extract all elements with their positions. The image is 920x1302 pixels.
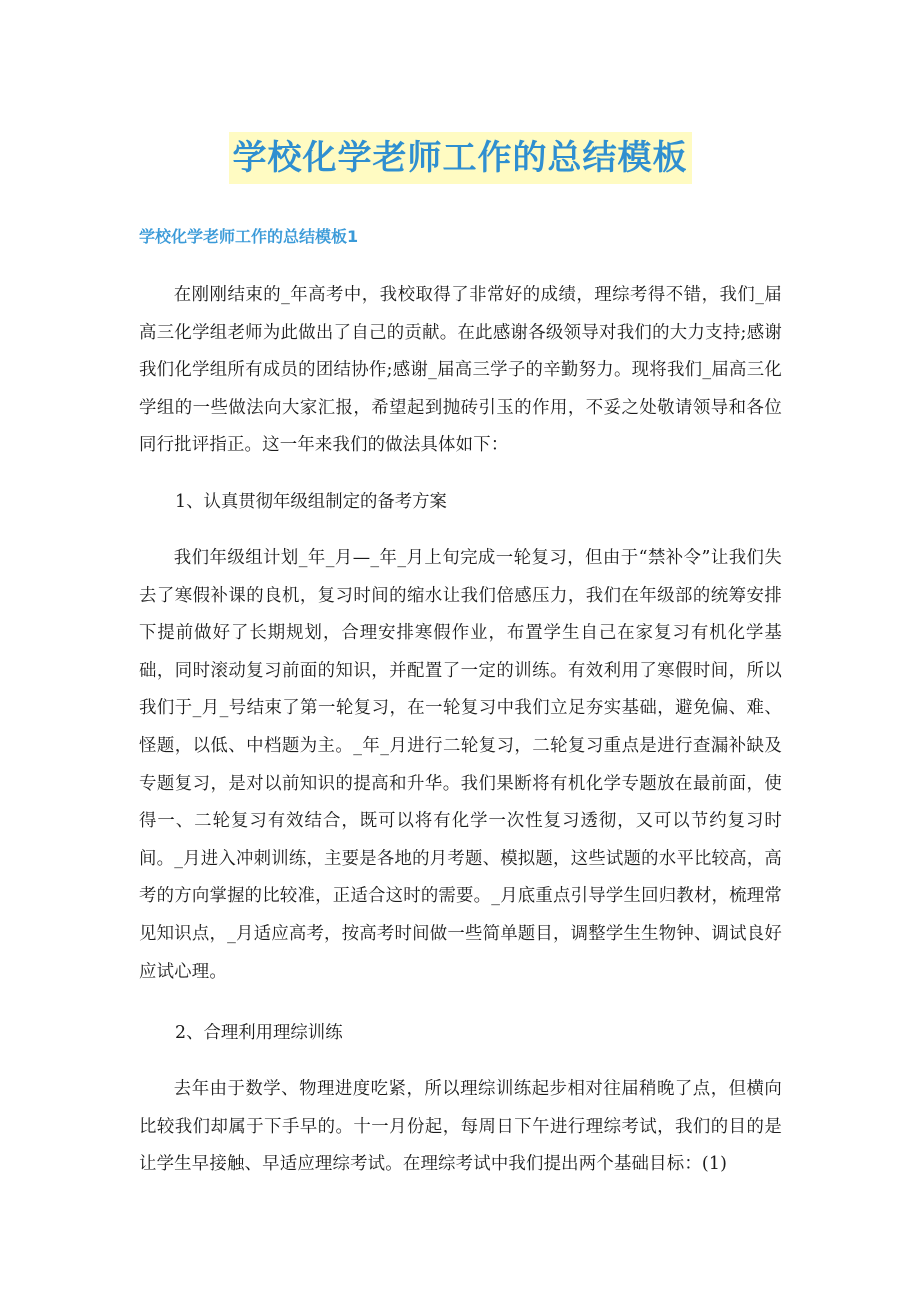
section-subtitle: 学校化学老师工作的总结模板1	[139, 227, 359, 246]
title-container	[0, 132, 920, 184]
document-title: 学校化学老师工作的总结模板	[229, 132, 692, 184]
paragraph-training: 去年由于数学、物理进度吃紧，所以理综训练起步相对往届稍晚了点，但横向比较我们却属于下手早的。十一月份起，每周日下午进行理综考试，我们的目的是让学生早接触、早适应理综考试。在理综考试中我们提出两个基础目标：(1)	[139, 1079, 782, 1175]
heading-item-1: 1、认真贯彻年级组制定的备考方案	[175, 492, 447, 512]
paragraph-plan: 我们年级组计划_年_月—_年_月上旬完成一轮复习，但由于“禁补令”让我们失去了寒假补课的良机，复习时间的缩水让我们倍感压力，我们在年级部的统筹安排下提前做好了长期规划，合理安排寒假作业，布置学生自己在家复习有机化学基础，同时滚动复习前面的知识，并配置了一定的训练。有效利用了寒假时间，所以我们于_月_号结束了第一轮复习，在一轮复习中我们立足夯实基础，避免偏、难、怪题，以低、中档题为主。_年_月进行二轮复习，二轮复习重点是进行查漏补缺及专题复习，是对以前知识的提高和升华。我们果断将有机化学专题放在最前面，使得一、二轮复习有效结合，既可以将有化学一次性复习透彻，又可以节约复习时间。_月进入冲刺训练，主要是各地的月考题、模拟题，这些试题的水平比较高，高考的方向掌握的比较准，正适合这时的需要。_月底重点引导学生回归教材，梳理常见知识点，_月适应高考，按高考时间做一些简单题目，调整学生生物钟、调试良好应试心理。	[139, 548, 782, 982]
paragraph-intro: 在刚刚结束的_年高考中，我校取得了非常好的成绩，理综考得不错，我们_届高三化学组老师为此做出了自己的贡献。在此感谢各级领导对我们的大力支持;感谢我们化学组所有成员的团结协作;感谢_届高三学子的辛勤努力。现将我们_届高三化学组的一些做法向大家汇报，希望起到抛砖引玉的作用，不妥之处敬请领导和各位同行批评指正。这一年来我们的做法具体如下：	[139, 285, 782, 456]
heading-item-2: 2、合理利用理综训练	[175, 1023, 343, 1043]
